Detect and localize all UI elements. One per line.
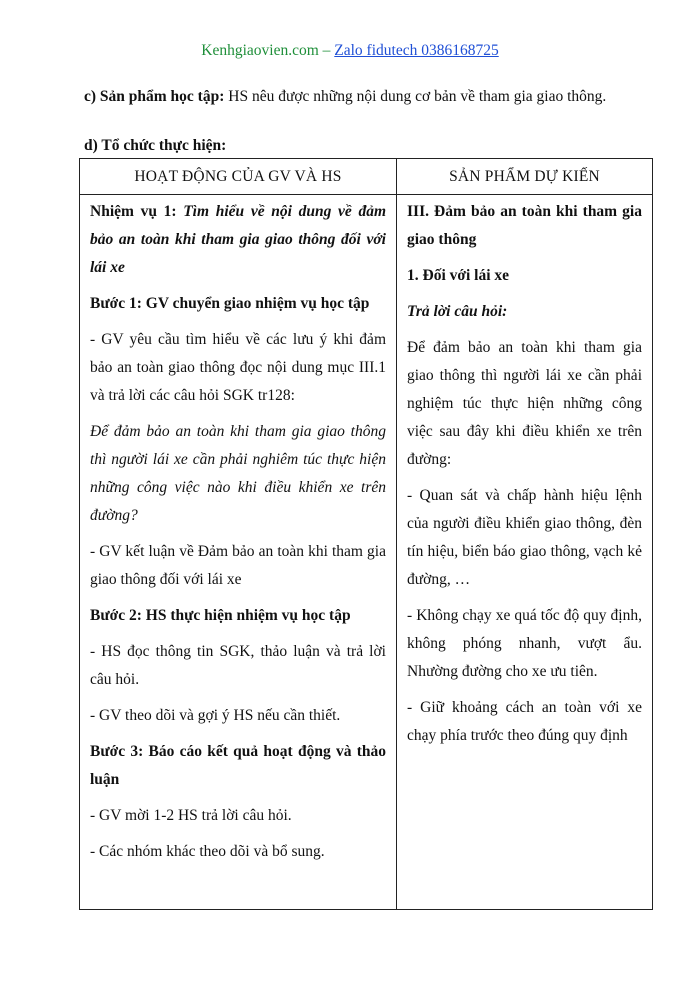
task-text: Tìm hiểu về nội dung về đảm bảo an toàn khi tham gia giao thông đối với lái xe [90,203,386,276]
header-expected-products: SẢN PHẨM DỰ KIẾN [397,159,653,195]
contact-link[interactable]: Zalo fidutech 0386168725 [334,42,499,59]
step2-heading: Bước 2: HS thực hiện nhiệm vụ học tập [90,607,351,624]
expected-products-cell [397,195,653,910]
question-text: Để đảm bảo an toàn khi tham gia giao thông thì người lái xe cần phải nghiêm túc thực hiện những công việc nào khi điều khiển xe trên đường? [90,423,386,524]
step3-item2: - Các nhóm khác theo dõi và bổ sung. [90,843,325,860]
learning-product-line [84,85,624,109]
page-header [0,40,700,62]
step2-item1: - HS đọc thông tin SGK, thảo luận và trả lời câu hỏi. [90,643,386,688]
answer-intro: Để đảm bảo an toàn khi tham gia giao thông thì người lái xe cần phải nghiệm túc thực hiện những công việc sau đây khi điều khiển xe trên đường: [407,339,642,468]
organization-label: d) Tổ chức thực hiện: [84,137,227,154]
step1-heading: Bước 1: GV chuyển giao nhiệm vụ học tập [90,295,370,312]
step1-item1: - GV yêu cầu tìm hiểu về các lưu ý khi đảm bảo an toàn giao thông đọc nội dung mục III.1 và trả lời các câu hỏi SGK tr128: [90,331,386,404]
answer-label: Trả lời câu hỏi: [407,303,508,320]
step2-item2: - GV theo dõi và gợi ý HS nếu cần thiết. [90,707,341,724]
section-heading: III. Đảm bảo an toàn khi tham gia giao thông [407,203,642,248]
table-header-row [80,159,653,195]
learning-product-label: c) Sản phẩm học tập: [84,88,225,105]
step3-heading: Bước 3: Báo cáo kết quả hoạt động và thảo luận [90,743,386,788]
subsection-heading: 1. Đối với lái xe [407,267,510,284]
step3-item1: - GV mời 1-2 HS trả lời câu hỏi. [90,807,292,824]
activity-table [79,158,653,910]
task-title [90,198,386,282]
answer-point-1: - Quan sát và chấp hành hiệu lệnh của người điều khiển giao thông, đèn tín hiệu, biển báo giao thông, vạch kẻ đường, … [407,487,642,588]
answer-point-3: - Giữ khoảng cách an toàn với xe chạy phía trước theo đúng quy định [407,699,642,744]
learning-product-text: HS nêu được những nội dung cơ bản về tham gia giao thông. [224,88,607,105]
table-body-row [80,195,653,910]
header-separator: – [318,42,335,59]
header-activities: HOẠT ĐỘNG CỦA GV VÀ HS [80,159,397,195]
activities-cell [80,195,397,910]
step1-item2: - GV kết luận về Đảm bảo an toàn khi tham gia giao thông đối với lái xe [90,543,386,588]
answer-point-2: - Không chạy xe quá tốc độ quy định, không phóng nhanh, vượt ẩu. Nhường đường cho xe ưu tiên. [407,607,642,680]
site-link[interactable]: Kenhgiaovien.com [201,42,319,59]
task-label: Nhiệm vụ 1: [90,203,177,220]
organization-heading [84,134,624,158]
